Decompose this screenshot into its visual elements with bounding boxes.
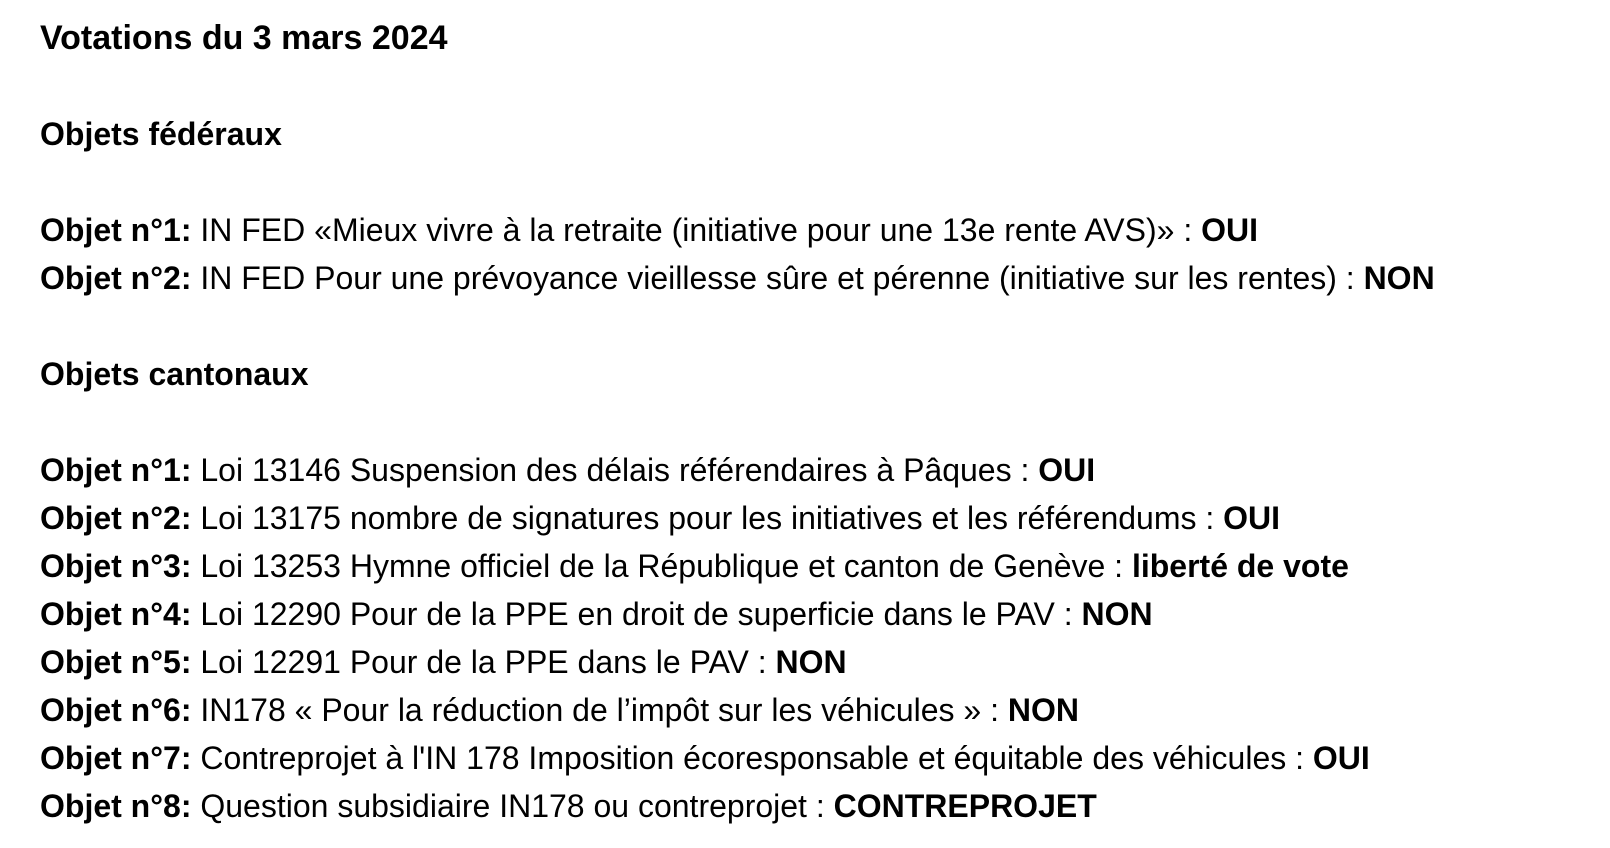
item-text: Loi 13146 Suspension des délais référendaires à Pâques :	[191, 452, 1039, 488]
item-text: Loi 13253 Hymne officiel de la République et canton de Genève :	[191, 548, 1132, 584]
item-answer: NON	[775, 644, 847, 680]
cantonal-item-8	[40, 782, 1600, 830]
item-label: Objet n°3:	[40, 548, 192, 584]
item-answer: OUI	[1038, 452, 1096, 488]
item-answer: NON	[1007, 692, 1079, 728]
item-answer: CONTREPROJET	[833, 788, 1097, 824]
cantonal-item-4	[40, 590, 1600, 638]
item-answer: OUI	[1312, 740, 1370, 776]
spacer	[40, 302, 1600, 350]
item-label: Objet n°7:	[40, 740, 192, 776]
item-label: Objet n°4:	[40, 596, 192, 632]
item-label: Objet n°2:	[40, 260, 192, 296]
cantonal-heading: Objets cantonaux	[40, 356, 309, 392]
item-answer: NON	[1363, 260, 1435, 296]
item-answer: liberté de vote	[1131, 548, 1349, 584]
item-text: Loi 12290 Pour de la PPE en droit de superficie dans le PAV :	[191, 596, 1082, 632]
cantonal-item-5	[40, 638, 1600, 686]
document	[40, 14, 1600, 830]
item-text: IN178 « Pour la réduction de l’impôt sur les véhicules » :	[191, 692, 1008, 728]
cantonal-item-1	[40, 446, 1600, 494]
item-text: IN FED Pour une prévoyance vieillesse sûre et pérenne (initiative sur les rentes) :	[191, 260, 1364, 296]
page-title: Votations du 3 mars 2024	[40, 19, 448, 57]
cantonal-item-7	[40, 734, 1600, 782]
cantonal-item-2	[40, 494, 1600, 542]
item-text: IN FED «Mieux vivre à la retraite (initiative pour une 13e rente AVS)» :	[191, 212, 1202, 248]
cantonal-item-6	[40, 686, 1600, 734]
item-text: Contreprojet à l'IN 178 Imposition écoresponsable et équitable des véhicules :	[191, 740, 1313, 776]
item-answer: OUI	[1201, 212, 1258, 248]
federal-item-2	[40, 254, 1600, 302]
federal-item-1	[40, 206, 1600, 254]
cantonal-item-3	[40, 542, 1600, 590]
federal-heading: Objets fédéraux	[40, 116, 282, 152]
item-answer: NON	[1081, 596, 1153, 632]
item-answer: OUI	[1223, 500, 1281, 536]
item-label: Objet n°2:	[40, 500, 192, 536]
item-label: Objet n°1:	[40, 452, 192, 488]
item-label: Objet n°5:	[40, 644, 192, 680]
item-text: Loi 12291 Pour de la PPE dans le PAV :	[191, 644, 776, 680]
item-label: Objet n°8:	[40, 788, 192, 824]
item-label: Objet n°6:	[40, 692, 192, 728]
item-label: Objet n°1:	[40, 212, 192, 248]
item-text: Loi 13175 nombre de signatures pour les initiatives et les référendums :	[191, 500, 1224, 536]
item-text: Question subsidiaire IN178 ou contreprojet :	[191, 788, 834, 824]
